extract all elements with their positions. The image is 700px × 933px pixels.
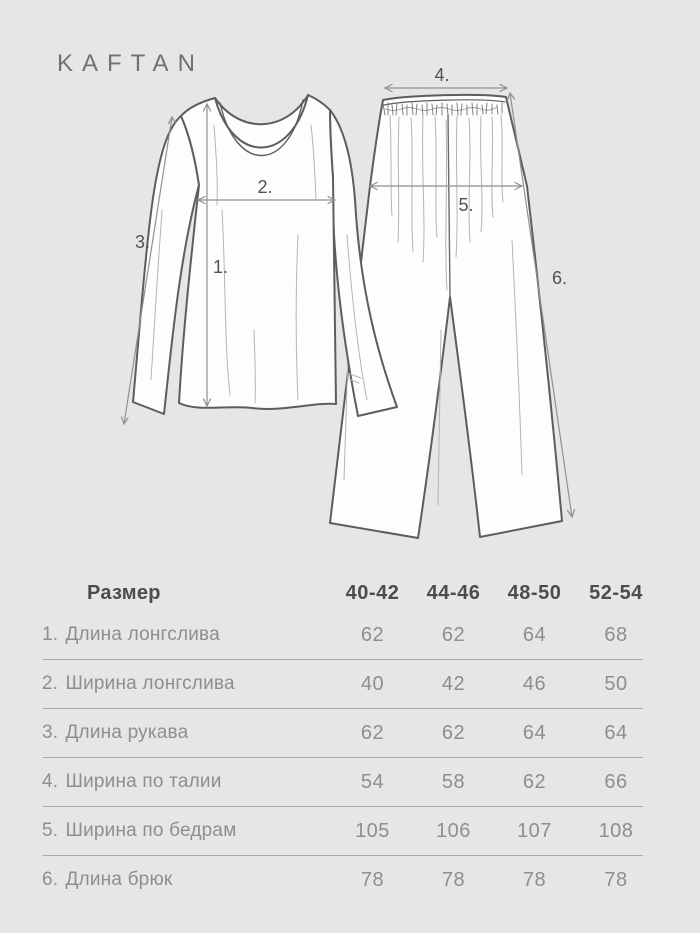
table-header-size-2: 44-46: [426, 581, 481, 604]
row-number: 5.: [42, 820, 59, 841]
row-value: 62: [441, 721, 466, 744]
row-value: 42: [441, 672, 466, 695]
row-title: Ширина по талии: [65, 771, 222, 792]
row-value: 62: [360, 721, 385, 744]
row-label: [42, 820, 332, 842]
row-number: 1.: [42, 624, 59, 645]
row-value: 62: [522, 770, 547, 793]
measure-label-4: 4.: [434, 65, 450, 85]
row-value: 78: [360, 868, 385, 891]
size-table: [0, 575, 700, 904]
row-label: [42, 722, 332, 744]
row-number: 3.: [42, 722, 59, 743]
row-value: 78: [604, 868, 628, 891]
row-value: 78: [522, 868, 547, 891]
table-row-5: [0, 807, 700, 855]
table-row-1: [0, 611, 700, 659]
row-value: 50: [604, 672, 628, 695]
row-value: 68: [604, 623, 628, 646]
row-value: 62: [360, 623, 385, 646]
row-label: [42, 673, 332, 695]
row-value: 40: [360, 672, 385, 695]
row-number: 2.: [42, 673, 59, 694]
measure-label-2: 2.: [257, 177, 273, 197]
row-value: 46: [522, 672, 547, 695]
measure-label-1: 1.: [213, 257, 229, 277]
row-value: 58: [441, 770, 466, 793]
row-title: Ширина лонгслива: [65, 673, 235, 694]
table-row-4: [0, 758, 700, 806]
row-title: Длина рукава: [65, 722, 189, 743]
row-value: 64: [604, 721, 628, 744]
row-title: Ширина по бедрам: [65, 820, 237, 841]
table-header-row: [0, 575, 700, 611]
table-row-6: [0, 856, 700, 904]
brand-logo: KAFTAN: [57, 50, 204, 77]
table-header-size-3: 48-50: [507, 581, 562, 604]
row-title: Длина лонгслива: [65, 624, 220, 645]
row-value: 64: [522, 623, 547, 646]
table-row-3: [0, 709, 700, 757]
row-value: 106: [436, 819, 471, 842]
measure-label-6: 6.: [552, 268, 568, 288]
row-value: 64: [522, 721, 547, 744]
row-value: 108: [598, 819, 634, 842]
row-label: [42, 624, 332, 646]
row-value: 107: [517, 819, 552, 842]
measure-line-4: [385, 85, 507, 92]
longsleeve-sketch: [133, 95, 397, 416]
row-value: 105: [355, 819, 390, 842]
row-value: 78: [441, 868, 466, 891]
row-label: [42, 771, 332, 793]
table-header-size-1: 40-42: [345, 581, 400, 604]
measure-label-3: 3.: [134, 232, 150, 252]
row-value: 62: [441, 623, 466, 646]
row-number: 4.: [42, 771, 59, 792]
measure-label-5: 5.: [458, 195, 474, 215]
row-number: 6.: [42, 869, 59, 890]
table-row-2: [0, 660, 700, 708]
row-title: Длина брюк: [65, 869, 173, 890]
table-header-label: Размер: [87, 581, 161, 604]
row-value: 54: [360, 770, 385, 793]
row-value: 66: [604, 770, 628, 793]
row-label: [42, 869, 332, 891]
table-header-size-4: 52-54: [589, 581, 643, 604]
